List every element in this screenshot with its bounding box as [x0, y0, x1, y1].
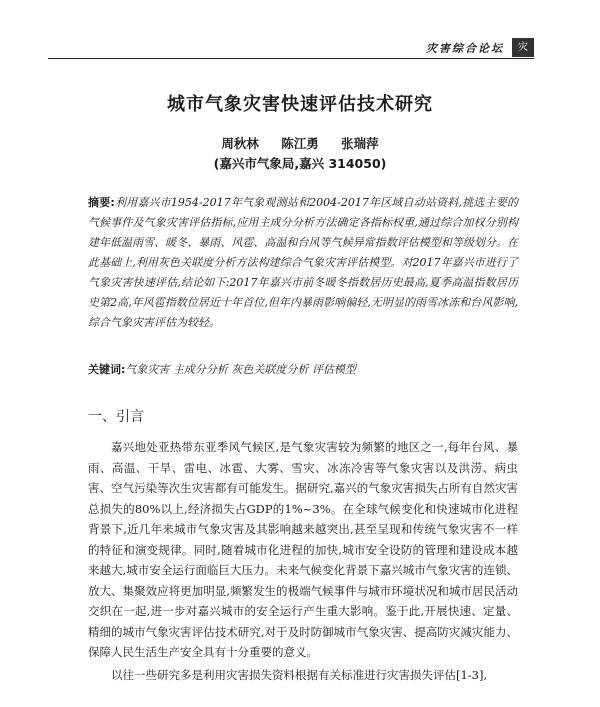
abstract-text: 利用嘉兴市1954-2017年气象观测站和2004-2017年区域自动站资料,挑选主要的气候事件及气象灾害评估指标,应用主成分分析方法确定各指标权重,通过综合加权分别构建年低温雨雪、暖冬、暴雨、风雹、高温和台风等气候异常指数评估模型和等级划分。在此基础上,利用灰色关联度分析方法构建综合气象灾害评估模型。对2017年嘉兴市进行了气象灾害快速评估,结论如下:2017年嘉兴市前冬暖冬指数居历史最高,夏季高温指数居历史第2高,年风雹指数位居近十年首位,但年内暴雨影响偏轻,无明显的雨雪冰冻和台风影响,综合气象灾害评估为较轻。: [88, 196, 518, 329]
author-name: 张瑞萍: [341, 136, 379, 151]
author-name: 陈江勇: [281, 136, 319, 151]
journal-logo-box: 灾: [512, 38, 534, 57]
abstract: [88, 193, 518, 333]
paragraph: 以往一些研究多是利用灾害损失资料根据有关标准进行灾害损失评估[1-3],: [111, 667, 488, 682]
keywords-label: 关键词:: [88, 363, 126, 376]
paper-title: 城市气象灾害快速评估技术研究: [167, 94, 433, 115]
body-text: [88, 437, 518, 685]
keywords: [88, 360, 518, 380]
keywords-text: 气象灾害 主成分分析 灰色关联度分析 评估模型: [125, 363, 356, 376]
author-list: [0, 134, 600, 152]
section-heading: 一、引言: [88, 409, 144, 425]
abstract-label: 摘要:: [88, 196, 115, 209]
journal-name: 灾害综合论坛: [426, 42, 504, 55]
running-header: [48, 38, 534, 59]
author-name: 周秋林: [221, 136, 259, 151]
affiliation: (嘉兴市气象局,嘉兴 314050): [213, 156, 387, 171]
paragraph: 嘉兴地处亚热带东亚季风气候区,是气象灾害较为频繁的地区之一,每年台风、暴雨、高温、干旱、雷电、冰雹、大雾、雪灾、冰冻冷害等气象灾害以及洪涝、病虫害、空气污染等次生灾害都有可能发生。据研究,嘉兴的气象灾害损失占所有自然灾害总损失的80%以上,经济损失占GDP的1%~3%。在全球气候变化和快速城市化进程背景下,近几年来城市气象灾害及其影响越来越突出,甚至呈现和传统气象灾害不一样的特征和演变规律。同时,随着城市化进程的加快,城市安全设防的管理和建设成本越来越大,城市安全运行面临巨大压力。未来气候变化背景下嘉兴城市气象灾害的连锁、放大、集聚效应将更加明显,频繁发生的极端气候事件与城市环境状况和城市居民活动交织在一起,进一步对嘉兴城市的安全运行产生重大影响。鉴于此,开展快速、定量、精细的城市气象灾害评估技术研究,对于及时防御城市气象灾害、提高防灾减灾能力、保障人民生活生产安全具有十分重要的意义。: [88, 440, 518, 659]
